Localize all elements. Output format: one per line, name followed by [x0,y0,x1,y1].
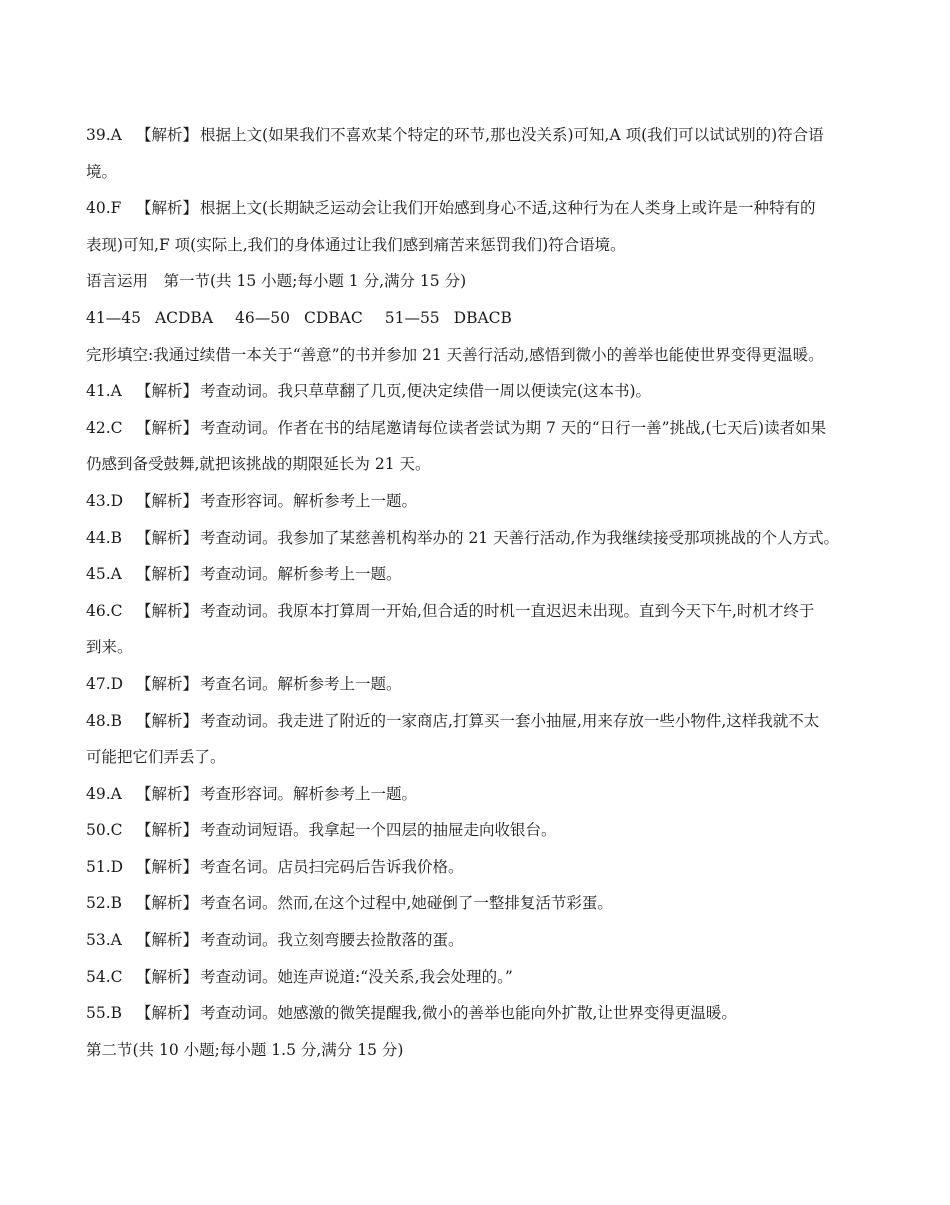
section-heading-1 [86,263,866,300]
item-text: 表现)可知,F 项(实际上,我们的身体通过让我们感到痛苦来惩罚我们)符合语境。 [86,235,626,254]
item-47 [86,666,866,703]
item-41 [86,373,866,410]
item-54 [86,959,866,996]
answer-range: 51—55 [384,308,440,327]
item-text: 考查动词。她感激的微笑提醒我,微小的善举也能向外扩散,让世界变得更温暖。 [200,1004,737,1023]
item-49 [86,776,866,813]
item-51 [86,849,866,886]
item-44 [86,520,866,557]
item-text: 考查动词。我走进了附近的一家商店,打算买一套小抽屉,用来存放一些小物件,这样我就不太 [200,711,820,730]
analysis-tag: 【解析】 [136,418,199,437]
item-text: 考查动词。作者在书的结尾邀请每位读者尝试为期 7 天的“日行一善”挑战,(七天后)读者如果 [200,418,827,437]
analysis-tag: 【解析】 [136,601,199,620]
answer-letters: ACDBA [154,308,214,327]
item-48 [86,703,866,740]
item-number: 40.F [86,199,122,218]
section-heading-text: 第二节(共 10 小题;每小题 1.5 分,满分 15 分) [86,1040,404,1059]
item-number: 48.B [86,711,123,730]
item-text: 考查动词。解析参考上一题。 [200,565,402,584]
item-text: 考查动词。我只草草翻了几页,便决定续借一周以便读完(这本书)。 [200,382,652,401]
item-55 [86,995,866,1032]
item-number: 44.B [86,528,123,547]
item-45 [86,556,866,593]
item-text: 考查名词。店员扫完码后告诉我价格。 [200,857,464,876]
item-number: 43.D [86,491,124,510]
analysis-tag: 【解析】 [136,967,199,986]
item-text: 可能把它们弄丢了。 [86,748,226,767]
item-number: 47.D [86,674,124,693]
analysis-tag: 【解析】 [136,674,199,693]
item-number: 54.C [86,967,123,986]
item-39-continued [86,154,866,191]
item-number: 53.A [86,931,122,950]
answer-key-content [86,117,866,1068]
item-text: 考查形容词。解析参考上一题。 [200,784,418,803]
item-39 [86,117,866,154]
item-number: 42.C [86,418,123,437]
item-46-continued [86,629,866,666]
answer-summary-row [86,300,866,337]
item-text: 考查名词。解析参考上一题。 [200,674,402,693]
analysis-tag: 【解析】 [136,1004,199,1023]
item-40 [86,190,866,227]
item-text: 考查动词。我立刻弯腰去捡散落的蛋。 [200,931,464,950]
analysis-tag: 【解析】 [136,784,199,803]
item-text: 考查形容词。解析参考上一题。 [200,491,418,510]
answer-range: 46—50 [235,308,290,327]
analysis-tag: 【解析】 [136,821,199,840]
item-number: 41.A [86,382,122,401]
answer-letters: CDBAC [303,308,363,327]
analysis-tag: 【解析】 [136,857,199,876]
analysis-tag: 【解析】 [136,931,199,950]
item-text: 根据上文(如果我们不喜欢某个特定的环节,那也没关系)可知,A 项(我们可以试试别的)符合语 [200,126,824,144]
item-52 [86,885,866,922]
analysis-tag: 【解析】 [136,565,199,584]
analysis-tag: 【解析】 [136,126,199,144]
analysis-tag: 【解析】 [136,199,199,218]
item-48-continued [86,739,866,776]
analysis-tag: 【解析】 [136,894,199,913]
item-text: 考查动词短语。我拿起一个四层的抽屉走向收银台。 [200,821,557,840]
analysis-tag: 【解析】 [136,382,199,401]
item-53 [86,922,866,959]
cloze-summary-text: 完形填空:我通过续借一本关于“善意”的书并参加 21 天善行活动,感悟到微小的善举也能使世界变得更温暖。 [86,345,824,364]
analysis-tag: 【解析】 [136,528,199,547]
item-50 [86,812,866,849]
item-text: 仍感到备受鼓舞,就把该挑战的期限延长为 21 天。 [86,455,431,474]
section-heading-2 [86,1032,866,1069]
item-number: 51.D [86,857,124,876]
item-42 [86,410,866,447]
item-42-continued [86,446,866,483]
item-number: 46.C [86,601,123,620]
item-text: 境。 [86,162,118,181]
cloze-summary [86,337,866,374]
answer-letters: DBACB [453,308,512,327]
item-text: 考查动词。我原本打算周一开始,但合适的时机一直迟迟未出现。直到今天下午,时机才终于 [200,601,815,620]
item-text: 到来。 [86,638,133,657]
item-46 [86,593,866,630]
item-text: 考查动词。她连声说道:“没关系,我会处理的。” [200,967,513,986]
item-number: 52.B [86,894,123,913]
item-40-continued [86,227,866,264]
item-text: 考查名词。然而,在这个过程中,她碰倒了一整排复活节彩蛋。 [200,894,613,913]
section-heading-text: 语言运用 第一节(共 15 小题;每小题 1 分,满分 15 分) [86,272,467,291]
item-number: 50.C [86,821,123,840]
item-number: 39.A [86,126,122,144]
analysis-tag: 【解析】 [136,491,199,510]
item-number: 49.A [86,784,122,803]
item-43 [86,483,866,520]
answer-range: 41—45 [86,308,141,327]
item-text: 根据上文(长期缺乏运动会让我们开始感到身心不适,这种行为在人类身上或许是一种特有的 [200,199,816,218]
item-number: 55.B [86,1004,123,1023]
analysis-tag: 【解析】 [136,711,199,730]
item-text: 考查动词。我参加了某慈善机构举办的 21 天善行活动,作为我继续接受那项挑战的个人方式。 [200,528,840,547]
item-number: 45.A [86,565,122,584]
